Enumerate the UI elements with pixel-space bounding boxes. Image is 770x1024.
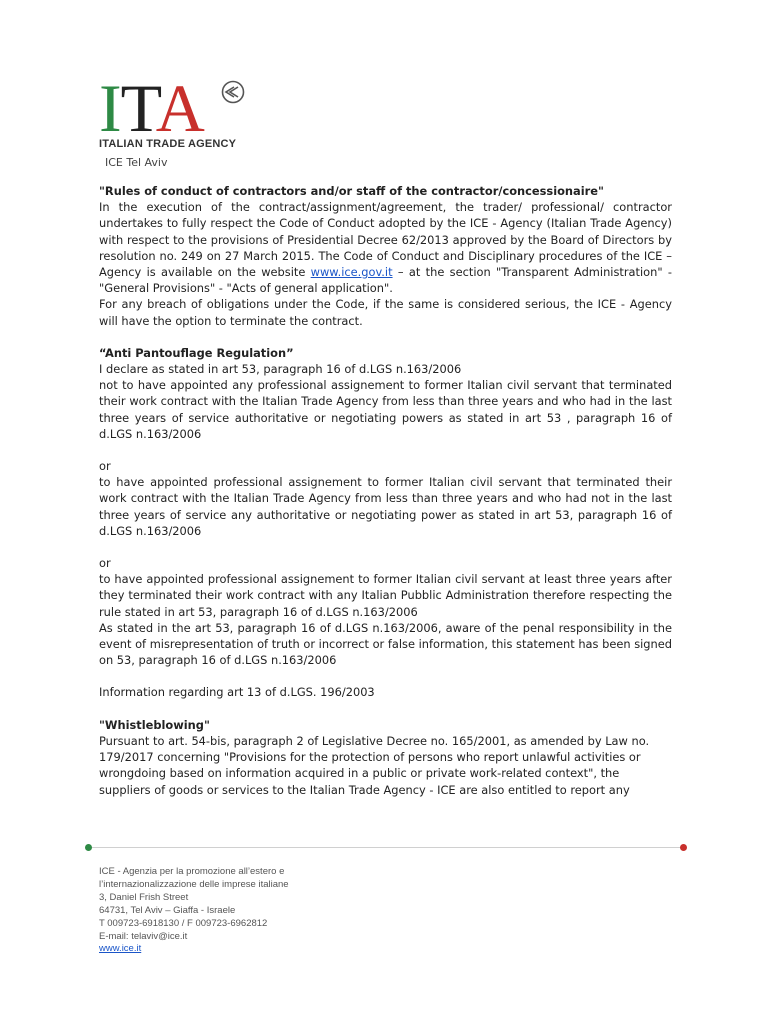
anti-or-1: or <box>99 459 111 474</box>
whistleblowing-body: Pursuant to art. 54-bis, paragraph 2 of Legislative Decree no. 165/2001, as amended by Law no. 179/2017 concerning "Provisions for the protection of persons who report unlawful activities or wrongdoing based on information acquired in a public or private work-related context", the suppliers of goods or services to the Italian Trade Agency - ICE are also entitled to report any <box>99 733 650 797</box>
rules-body-text-end: – at the section "Transparent Administration" - "General Provisions" - "Acts of general application". <box>99 265 673 296</box>
whistleblowing-title: "Whistleblowing" <box>99 717 210 732</box>
footer-line: 64731, Tel Aviv – Giaffa - Israele <box>99 904 236 916</box>
footer-line: ICE - Agenzia per la promozione all’estero e <box>99 866 285 877</box>
document-body <box>99 183 672 798</box>
office-name: ICE Tel Aviv <box>105 156 168 169</box>
anti-option-1: not to have appointed any professional assignement to former Italian civil servant that terminated their work contract with the Italian Trade Agency from less than three years and who had in the last three years of service authoritative or negotiating powers as stated in art 53 , paragraph 16 of d.LGS n.163/2006 <box>99 378 672 441</box>
anti-option-2: to have appointed professional assignement to former Italian civil servant that terminated their work contract with the Italian Trade Agency from less than three years and who had not in the last three years of service any authoritative or negotiating power as stated in art 53, paragraph 16 of d.LGS n.163/2006 <box>99 475 672 538</box>
anti-declare: I declare as stated in art 53, paragraph 16 of d.LGS n.163/2006 <box>99 362 462 377</box>
agency-name: ITALIAN TRADE AGENCY <box>99 138 237 150</box>
rules-body <box>99 199 672 296</box>
footer-line: 3, Daniel Frish Street <box>99 891 189 903</box>
rules-breach: For any breach of obligations under the Code, if the same is considered serious, the ICE - Agency will have the option to terminate the contract. <box>99 297 672 328</box>
footer-website-link[interactable]: www.ice.it <box>99 943 142 955</box>
ita-logo <box>99 70 259 164</box>
anti-option-3: to have appointed professional assignement to former Italian civil servant at least three years after they terminated their work contract with any Italian Pubblic Administration therefore respecting the rule stated in art 53, paragraph 16 of d.LGS n.163/2006 <box>99 572 672 619</box>
ice-website-link[interactable]: www.ice.gov.it <box>310 265 393 280</box>
footer-line: T 009723-6918130 / F 009723-6962812 <box>99 917 268 929</box>
anti-statement: As stated in the art 53, paragraph 16 of d.LGS n.163/2006, aware of the penal responsibility in the event of misrepresentation of truth or incorrect or false information, this statement has been signed on 53, paragraph 16 of d.LGS n.163/2006 <box>99 620 672 668</box>
anti-pantouflage-title: “Anti Pantouflage Regulation” <box>99 345 294 360</box>
footer-divider <box>90 847 683 848</box>
rules-body-text: In the execution of the contract/assignment/agreement, the trader/ professional/ contractor undertakes to fully respect the Code of Conduct adopted by the ICE - Agency (Italian Trade Agency) with respect to the provisions of Presidential Decree 62/2013 approved by the Board of Directors by resolution no. 249 on 27 March 2015. The Code of Conduct and Disciplinary procedures of the ICE – Agency is available on the website <box>99 200 672 280</box>
footer <box>99 866 289 956</box>
anti-or-2: or <box>99 556 111 571</box>
footer-line: E-mail: telaviv@ice.it <box>99 930 188 942</box>
arrows-circle-icon <box>221 80 245 104</box>
logo-letters: ITA <box>99 70 204 146</box>
red-dot <box>680 844 687 851</box>
footer-line: l’internazionalizzazione delle imprese italiane <box>99 878 289 890</box>
info-privacy: Information regarding art 13 of d.LGS. 196/2003 <box>99 685 375 700</box>
rules-title: "Rules of conduct of contractors and/or staff of the contractor/concessionaire" <box>99 184 604 198</box>
green-dot <box>85 844 92 851</box>
